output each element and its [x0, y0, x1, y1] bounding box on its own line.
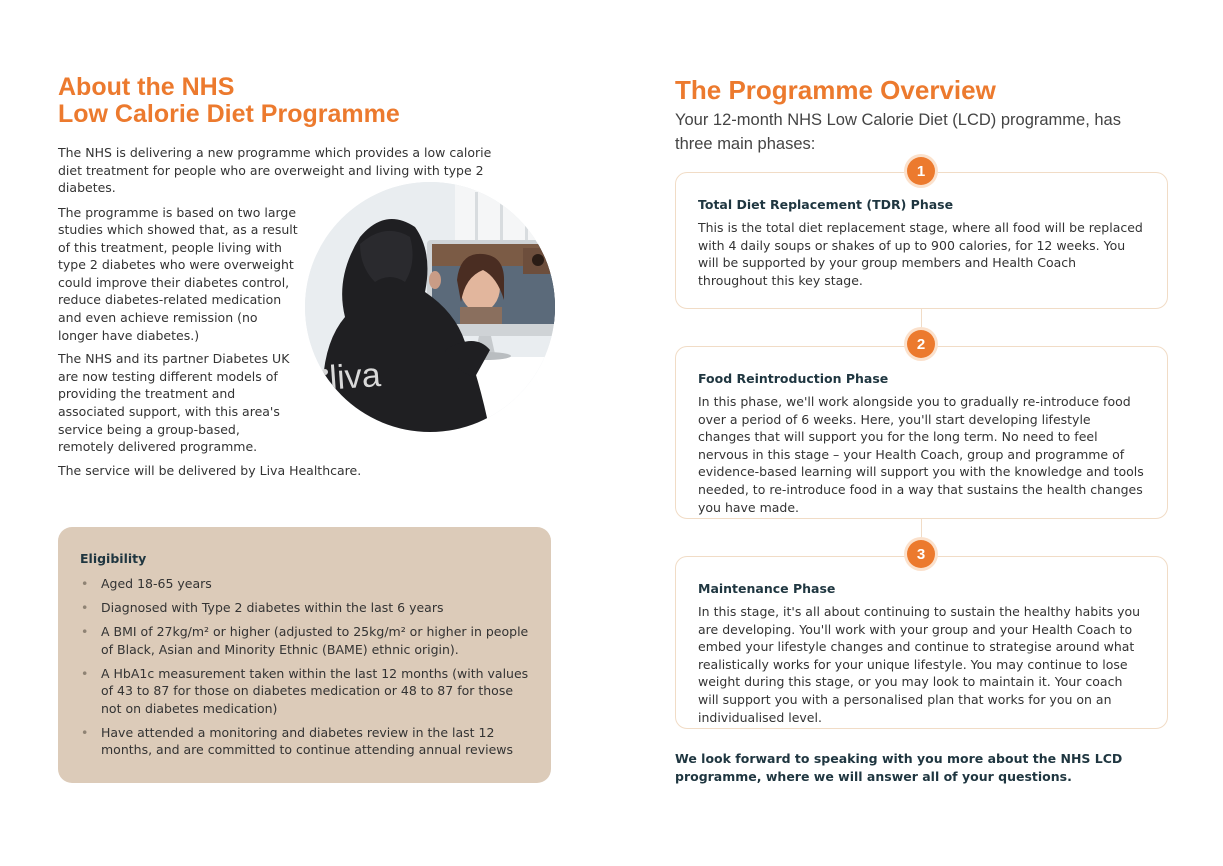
about-section [58, 74, 558, 479]
eligibility-item [80, 575, 529, 593]
partner-paragraph: The NHS and its partner Diabetes UK are now testing different models of providing the treatment and associated support, with this area's service being a group-based, remotely delivered programme. [58, 351, 290, 455]
eligibility-item-text: A HbA1c measurement taken within the last 12 months (with values of 43 to 87 for those on diabetes medication or 48 to 87 for those not on diabetes medication) [101, 665, 529, 716]
video-call-photo [305, 182, 555, 432]
eligibility-item-text: A BMI of 27kg/m² or higher (adjusted to 25kg/m² or higher in people of Black, Asian and Minority Ethnic (BAME) ethnic origin). [101, 624, 529, 657]
phase-body: In this stage, it's all about continuing to sustain the healthy habits you are developing. You'll work with your group and your Health Coach to embed your lifestyle changes and continue to strategise around what realistically works for your unique lifestyle. You may continue to lose weight during this stage, or you may look to maintain it. Your coach will support you with a personalised plan that works for you on an individualised level. [698, 604, 1141, 725]
phase-title: Total Diet Replacement (TDR) Phase [698, 197, 954, 212]
eligibility-item-text: Diagnosed with Type 2 diabetes within the last 6 years [101, 600, 444, 615]
phase-number-badge-1: 1 [907, 157, 935, 185]
phase-title: Food Reintroduction Phase [698, 371, 889, 386]
overview-subtitle: Your 12-month NHS Low Calorie Diet (LCD) programme, has three main phases: [675, 111, 1121, 153]
eligibility-item [80, 665, 529, 718]
about-title-line2: Low Calorie Diet Programme [58, 100, 400, 128]
eligibility-item-text: Have attended a monitoring and diabetes review in the last 12 months, and are committed to continue attending annual reviews [101, 724, 513, 757]
phase-body: In this phase, we'll work alongside you to gradually re-introduce food over a period of 6 weeks. Here, you'll start developing lifestyle changes that will support you for the long term. No need to feel nervous in this stage – your Health Coach, group and programme of evidence-based learning will support you with the knowledge and tools needed, to re-introduce food in a way that sustains the health changes you have made. [698, 394, 1144, 515]
studies-paragraph: The programme is based on two large studies which showed that, as a result of this treatment, people living with type 2 diabetes who were overweight could improve their diabetes control, reduce diabetes-related medication and even achieve remission (no longer have diabetes.) [58, 204, 298, 343]
phase-body: This is the total diet replacement stage, where all food will be replaced with 4 daily soups or shakes of up to 900 calories, for 12 weeks. You will be supported by your group members and Health Coach throughout this key stage. [698, 220, 1143, 288]
liva-logo-text: liva [328, 355, 382, 397]
bullet-icon: • [81, 600, 89, 615]
bullet-icon: • [81, 665, 89, 681]
bullet-icon: • [81, 724, 89, 740]
eligibility-heading: Eligibility [80, 551, 147, 566]
about-text-column [58, 204, 298, 456]
overview-title: The Programme Overview [675, 75, 996, 105]
about-title-line1: About the NHS [58, 73, 235, 101]
eligibility-item [80, 599, 529, 617]
provider-paragraph: The service will be delivered by Liva Healthcare. [58, 462, 362, 478]
bullet-icon: • [81, 624, 89, 639]
closing-statement: We look forward to speaking with you more about the NHS LCD programme, where we will answer all of your questions. [675, 751, 1123, 784]
eligibility-list [80, 575, 529, 759]
phase-title: Maintenance Phase [698, 581, 836, 596]
intro-paragraph: The NHS is delivering a new programme which provides a low calorie diet treatment for people who are overweight and living with type 2 diabetes. [58, 145, 492, 195]
phase-number-badge-2: 2 [907, 330, 935, 358]
bullet-icon: • [81, 576, 89, 591]
eligibility-item [80, 724, 529, 759]
eligibility-item-text: Aged 18-65 years [101, 576, 212, 591]
about-title [58, 74, 558, 128]
eligibility-box [58, 527, 551, 783]
phase-card-3 [675, 556, 1168, 729]
phase-card-2 [675, 346, 1168, 519]
video-call-illustration [305, 182, 555, 432]
phase-card-1 [675, 172, 1168, 309]
eligibility-item [80, 623, 529, 658]
overview-section [675, 74, 1170, 156]
phase-number-badge-3: 3 [907, 540, 935, 568]
about-body [58, 204, 558, 480]
